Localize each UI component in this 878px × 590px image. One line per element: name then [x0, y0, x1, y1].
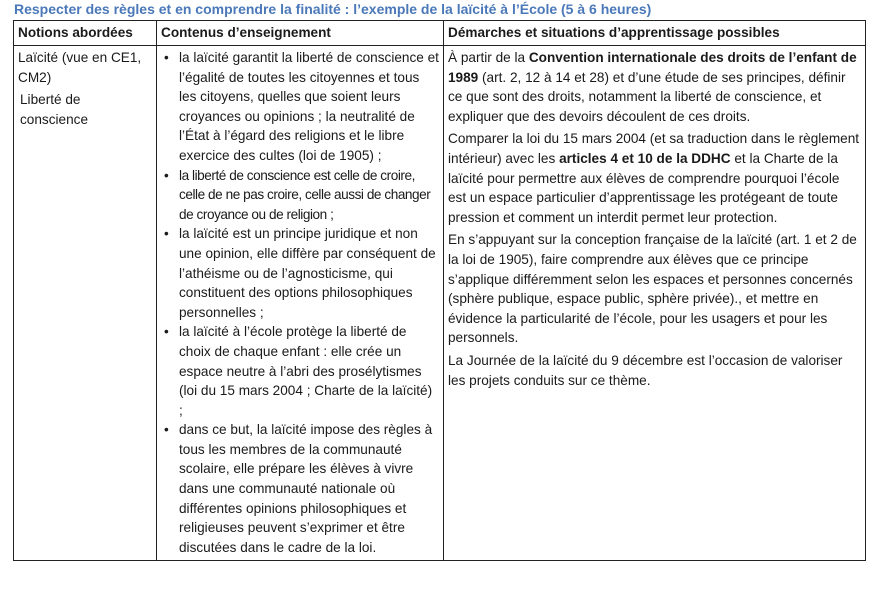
- page-title: Respecter des règles et en comprendre la finalité : l’exemple de la laïcité à l’École (5 à 6 heures): [14, 1, 652, 17]
- list-item: [164, 166, 439, 225]
- bullet-icon: •: [164, 226, 169, 242]
- bullet-icon: •: [164, 324, 169, 340]
- curriculum-table: [13, 20, 866, 561]
- bold-reference: articles 4 et 10 de la DDHC: [559, 150, 731, 166]
- list-item: [164, 224, 439, 322]
- header-notions: Notions abordées: [14, 21, 157, 46]
- list-item: [164, 322, 439, 420]
- contenus-list: [161, 48, 439, 557]
- contenu-text: la laïcité à l’école protège la liberté de choix de chaque enfant : elle crée un espace neutre à l’abri des prosélytismes (loi du 15 mars 2004 ; Charte de la laïcité) ;: [179, 324, 433, 418]
- demarche-paragraph-2: [448, 129, 861, 227]
- demarches-cell: [444, 46, 866, 561]
- table-header-row: [14, 21, 866, 46]
- bold-reference: Convention internationale des droits de l’enfant de 1989: [448, 50, 857, 85]
- bullet-icon: •: [164, 167, 169, 183]
- notion-liberte-conscience: Liberté de conscience: [20, 92, 89, 127]
- header-contenus: Contenus d’enseignement: [157, 21, 444, 46]
- demarche-paragraph-1: [448, 48, 861, 126]
- header-demarches: Démarches et situations d’apprentissage possibles: [444, 21, 866, 46]
- text-run: À partir de la: [448, 50, 529, 65]
- bullet-icon: •: [164, 422, 169, 438]
- notion-laicite: Laïcité (vue en CE1, CM2): [18, 50, 142, 85]
- text-run: Comparer la loi du 15 mars 2004 (et sa traduction dans le règlement intérieur) avec les: [448, 131, 860, 166]
- demarche-paragraph-3: En s’appuyant sur la conception française de la laïcité (art. 1 et 2 de la loi de 1905), faire comprendre aux élèves que ce principe s’applique différemment selon les espaces et personnes concernés (sphère publique, espace public, sphère privée)., et mettre en évidence la particularité de l’école, pour les usagers et pour les personnels.: [448, 232, 857, 346]
- contenu-text: la liberté de conscience est celle de croire, celle de ne pas croire, celle aussi de changer de croyance ou de religion ;: [179, 167, 431, 222]
- contenu-text: la laïcité garantit la liberté de conscience et l’égalité de toutes les citoyennes et tous les citoyens, quelles que soient leurs croyances ou opinions ; la neutralité de l’État à l’égard des religions et le libre exercice des cultes (loi de 1905) ;: [179, 50, 439, 163]
- table-row: [14, 46, 866, 561]
- notions-cell: [14, 46, 157, 561]
- demarche-paragraph-4: La Journée de la laïcité du 9 décembre est l’occasion de valoriser les projets conduits sur ce thème.: [448, 352, 843, 388]
- contenu-text: dans ce but, la laïcité impose des règles à tous les membres de la communauté scolaire, elle prépare les élèves à vivre dans une communauté nationale où différentes opinions philosophiques et religieuses peuvent s’exprimer et être discutées dans le cadre de la loi.: [179, 422, 433, 555]
- list-item: [164, 420, 439, 557]
- list-item: [164, 48, 439, 166]
- bullet-icon: •: [164, 50, 169, 65]
- text-run: (art. 2, 12 à 14 et 28) et d’une étude de ses principes, définir ce que sont des droits, notamment la liberté de conscience, et expliquer que des devoirs découlent de ces droits.: [448, 69, 846, 124]
- contenus-cell: [157, 46, 444, 561]
- text-run: et la Charte de la laïcité pour permettre aux élèves de comprendre pourquoi l’école est un espace particulier d’apprentissage les protégeant de toute pression et comment un interdit permet leur protection.: [448, 150, 840, 225]
- contenu-text: la laïcité est un principe juridique et non une opinion, elle diffère par conséquent de l’athéisme ou de l’agnosticisme, qui constituent des options philosophiques personnelles ;: [179, 226, 436, 320]
